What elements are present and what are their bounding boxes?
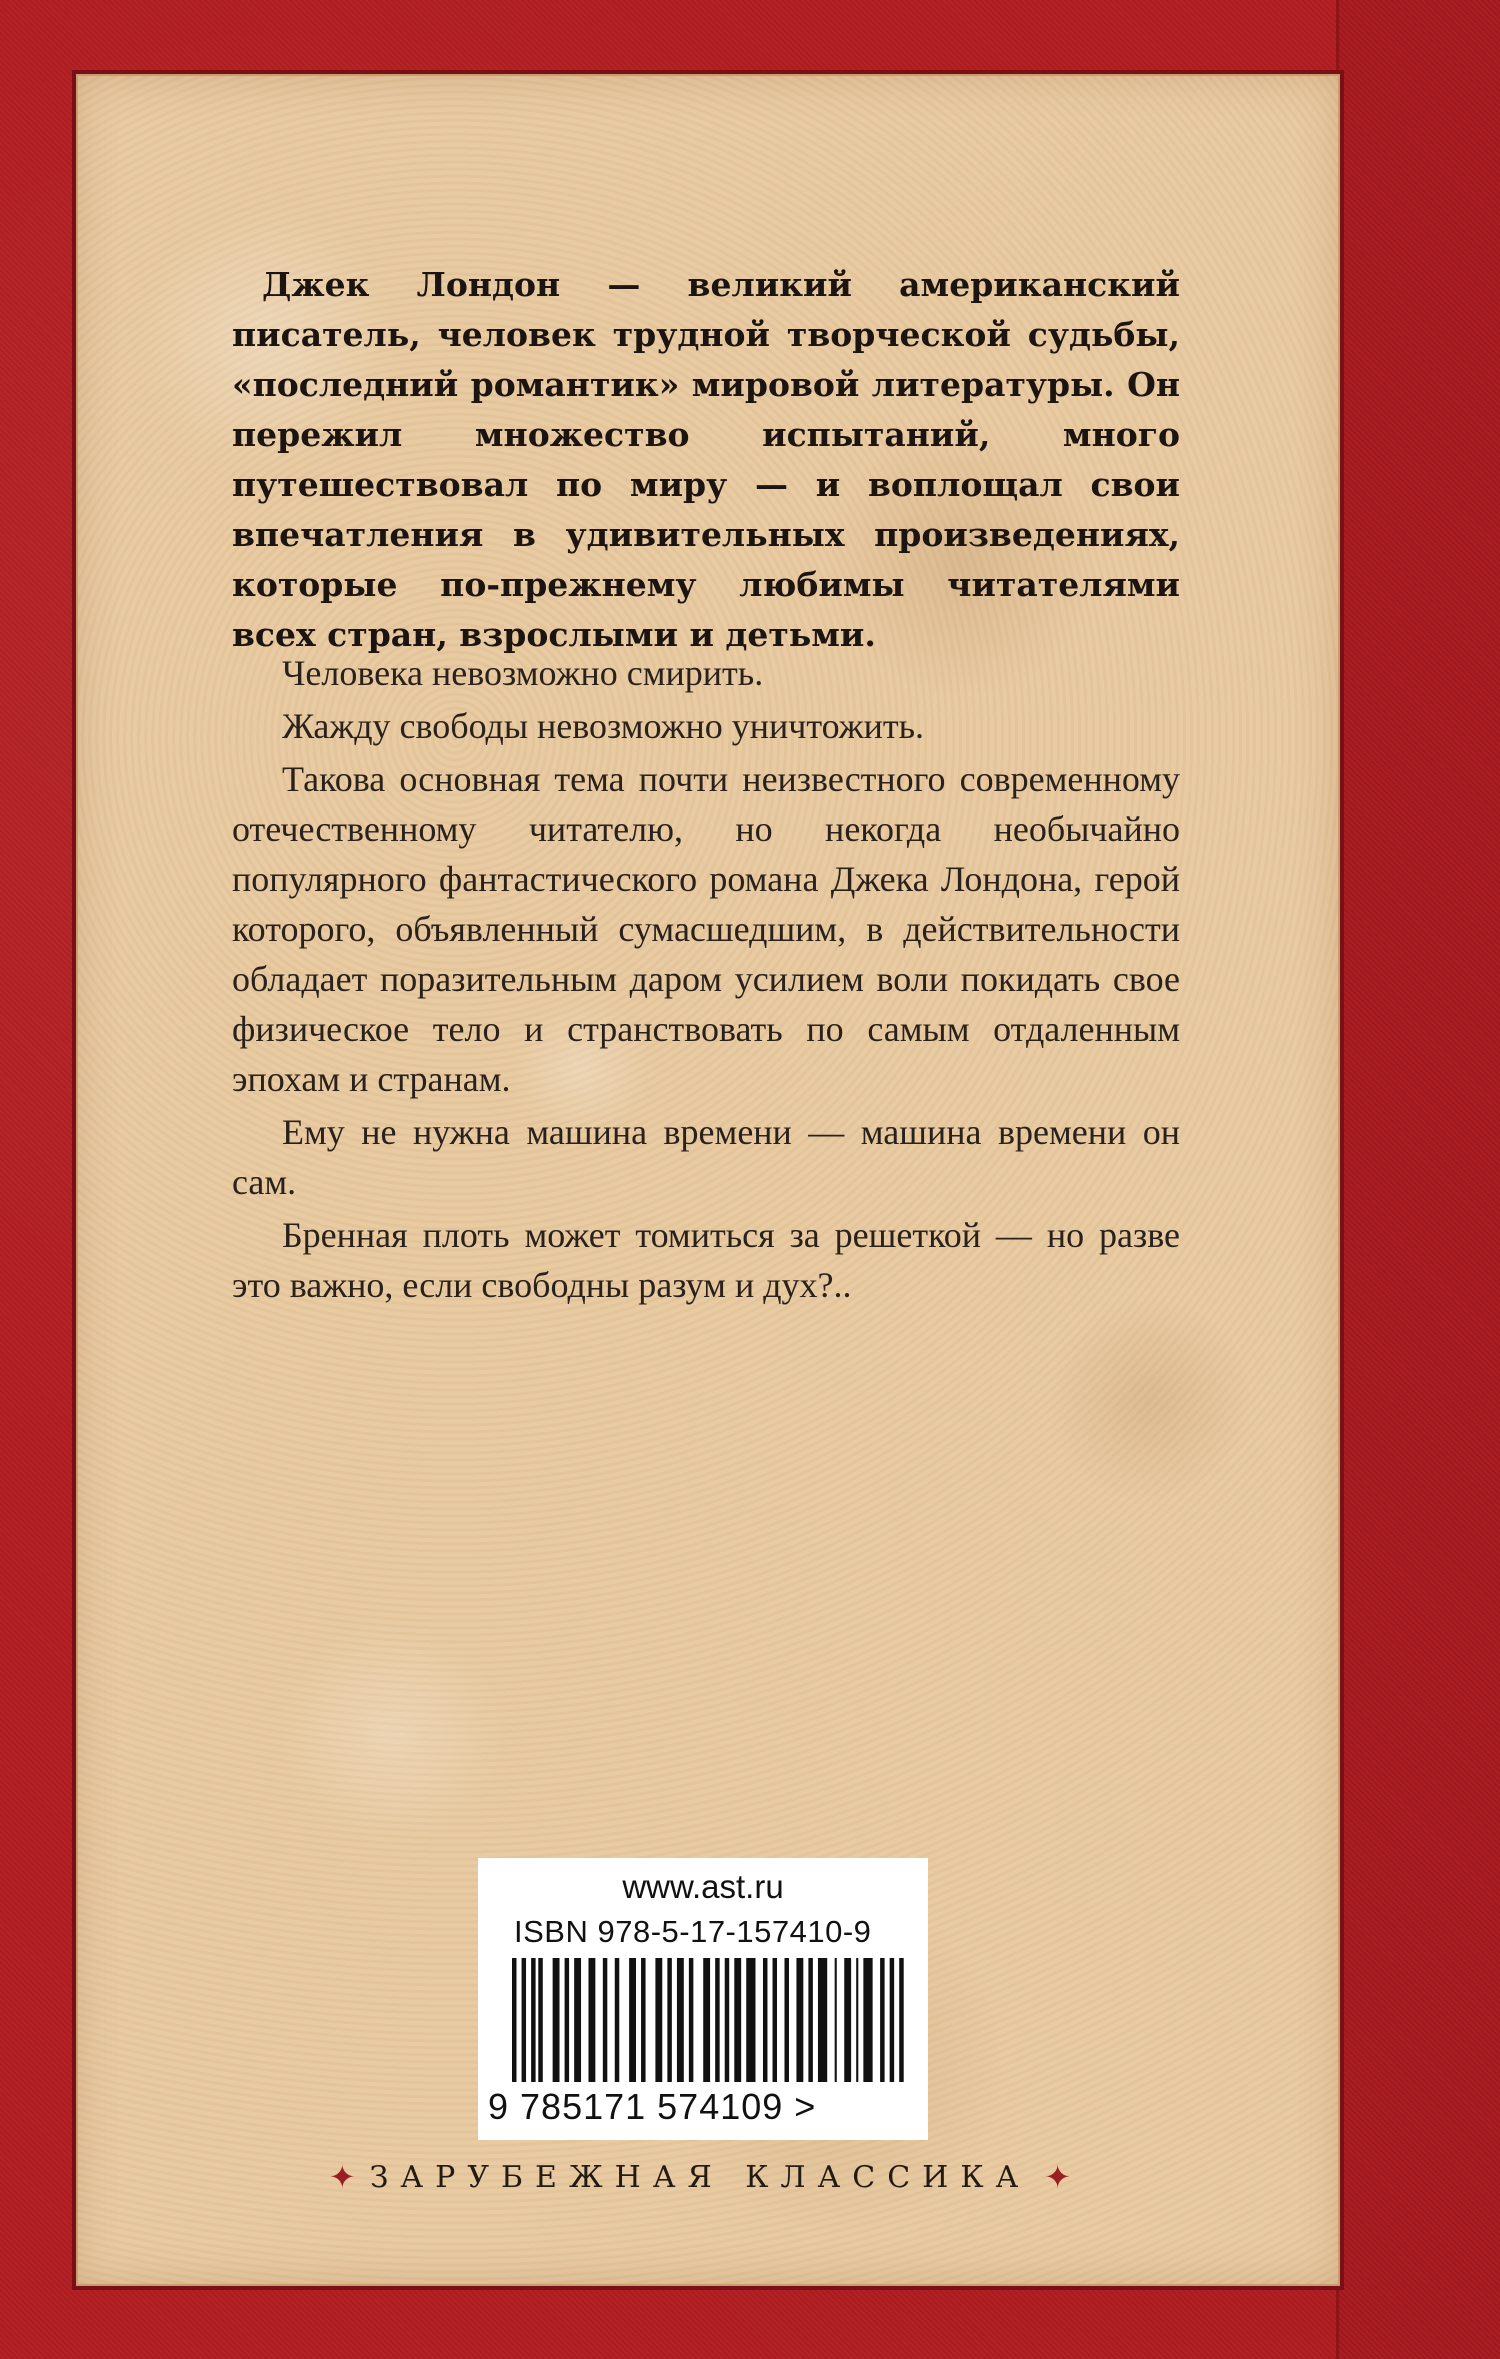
- barcode-bar: [641, 1958, 645, 2082]
- barcode-bar: [784, 1958, 788, 2082]
- barcode-digits: 9 785171 574109 >: [488, 2086, 817, 2127]
- body-paragraph-4: Ему не нужна машина времени — машина времени он сам.: [232, 1112, 1180, 1202]
- barcode-bar: [856, 1958, 858, 2082]
- barcode-bar: [808, 1958, 812, 2082]
- barcode-bar: [574, 1958, 581, 2082]
- barcode-bar: [899, 1958, 903, 2082]
- barcode-bar: [512, 1958, 516, 2082]
- barcode-bar: [746, 1958, 755, 2082]
- publisher-url: www.ast.ru: [622, 1868, 784, 1905]
- barcode-bar: [522, 1958, 526, 2082]
- annotation-text: [232, 648, 1180, 1313]
- barcode-bar: [734, 1958, 741, 2082]
- barcode-bar: [629, 1958, 636, 2082]
- barcode-bar: [715, 1958, 719, 2082]
- barcode-bar: [565, 1958, 569, 2082]
- barcode-bar: [655, 1958, 662, 2082]
- barcode-bar: [531, 1958, 535, 2082]
- body-paragraph-2: Жажду свободы невозможно уничтожить.: [282, 706, 925, 746]
- barcode-block: [478, 1858, 928, 2140]
- barcode-bar: [703, 1958, 710, 2082]
- barcode-bar: [890, 1958, 894, 2082]
- barcode-bar: [667, 1958, 671, 2082]
- barcode-bar: [880, 1958, 884, 2082]
- barcode-bar: [553, 1958, 560, 2082]
- isbn-label: ISBN 978-5-17-157410-9: [514, 1914, 872, 1949]
- barcode-bar: [677, 1958, 684, 2082]
- barcode-bar: [844, 1958, 851, 2082]
- barcode-bar: [689, 1958, 693, 2082]
- diamond-ornament-icon: ✦: [328, 2158, 356, 2196]
- barcode-bars: [508, 1958, 908, 2086]
- series-title: ЗАРУБЕЖНАЯ КЛАССИКА: [369, 2159, 1031, 2195]
- barcode-bar: [763, 1958, 767, 2082]
- diamond-ornament-icon: ✦: [1044, 2158, 1072, 2196]
- series-banner: [240, 2158, 1160, 2196]
- barcode-bar: [603, 1958, 607, 2082]
- body-paragraph-1: Человека невозможно смирить.: [282, 653, 764, 693]
- lead-paragraph: Джек Лондон — великий американский писатель, человек трудной творческой судьбы, «последний романтик» мировой литературы. Он пережил множество испытаний, много путешествовал по миру — и воплощал свои впечатления в удивительных произведениях, которые по-прежнему любимы читателями всех стран, взрослыми и детьми.: [232, 265, 1180, 654]
- barcode-bar: [863, 1958, 872, 2082]
- body-paragraph-3: Такова основная тема почти неизвестного современному отечественному читателю, но некогда необычайно популярного фантастического романа Джека Лондона, герой которого, объявленный сумасшедшим, в действительности обладает поразительным даром усилием воли покидать свое физическое тело и странствовать по самым отдаленным эпохам и странам.: [232, 759, 1180, 1099]
- barcode-bar: [615, 1958, 619, 2082]
- body-paragraph-5: Бренная плоть может томиться за решеткой — но разве это важно, если свободны разум и дух?..: [232, 1215, 1180, 1305]
- barcode-bar: [725, 1958, 729, 2082]
- barcode-bar: [538, 1958, 542, 2082]
- barcode-bar: [835, 1958, 837, 2082]
- cover-edge: [1336, 0, 1500, 2359]
- barcode-bar: [818, 1958, 827, 2082]
- barcode-bar: [588, 1958, 595, 2082]
- barcode-bar: [773, 1958, 777, 2082]
- barcode-bar: [796, 1958, 803, 2082]
